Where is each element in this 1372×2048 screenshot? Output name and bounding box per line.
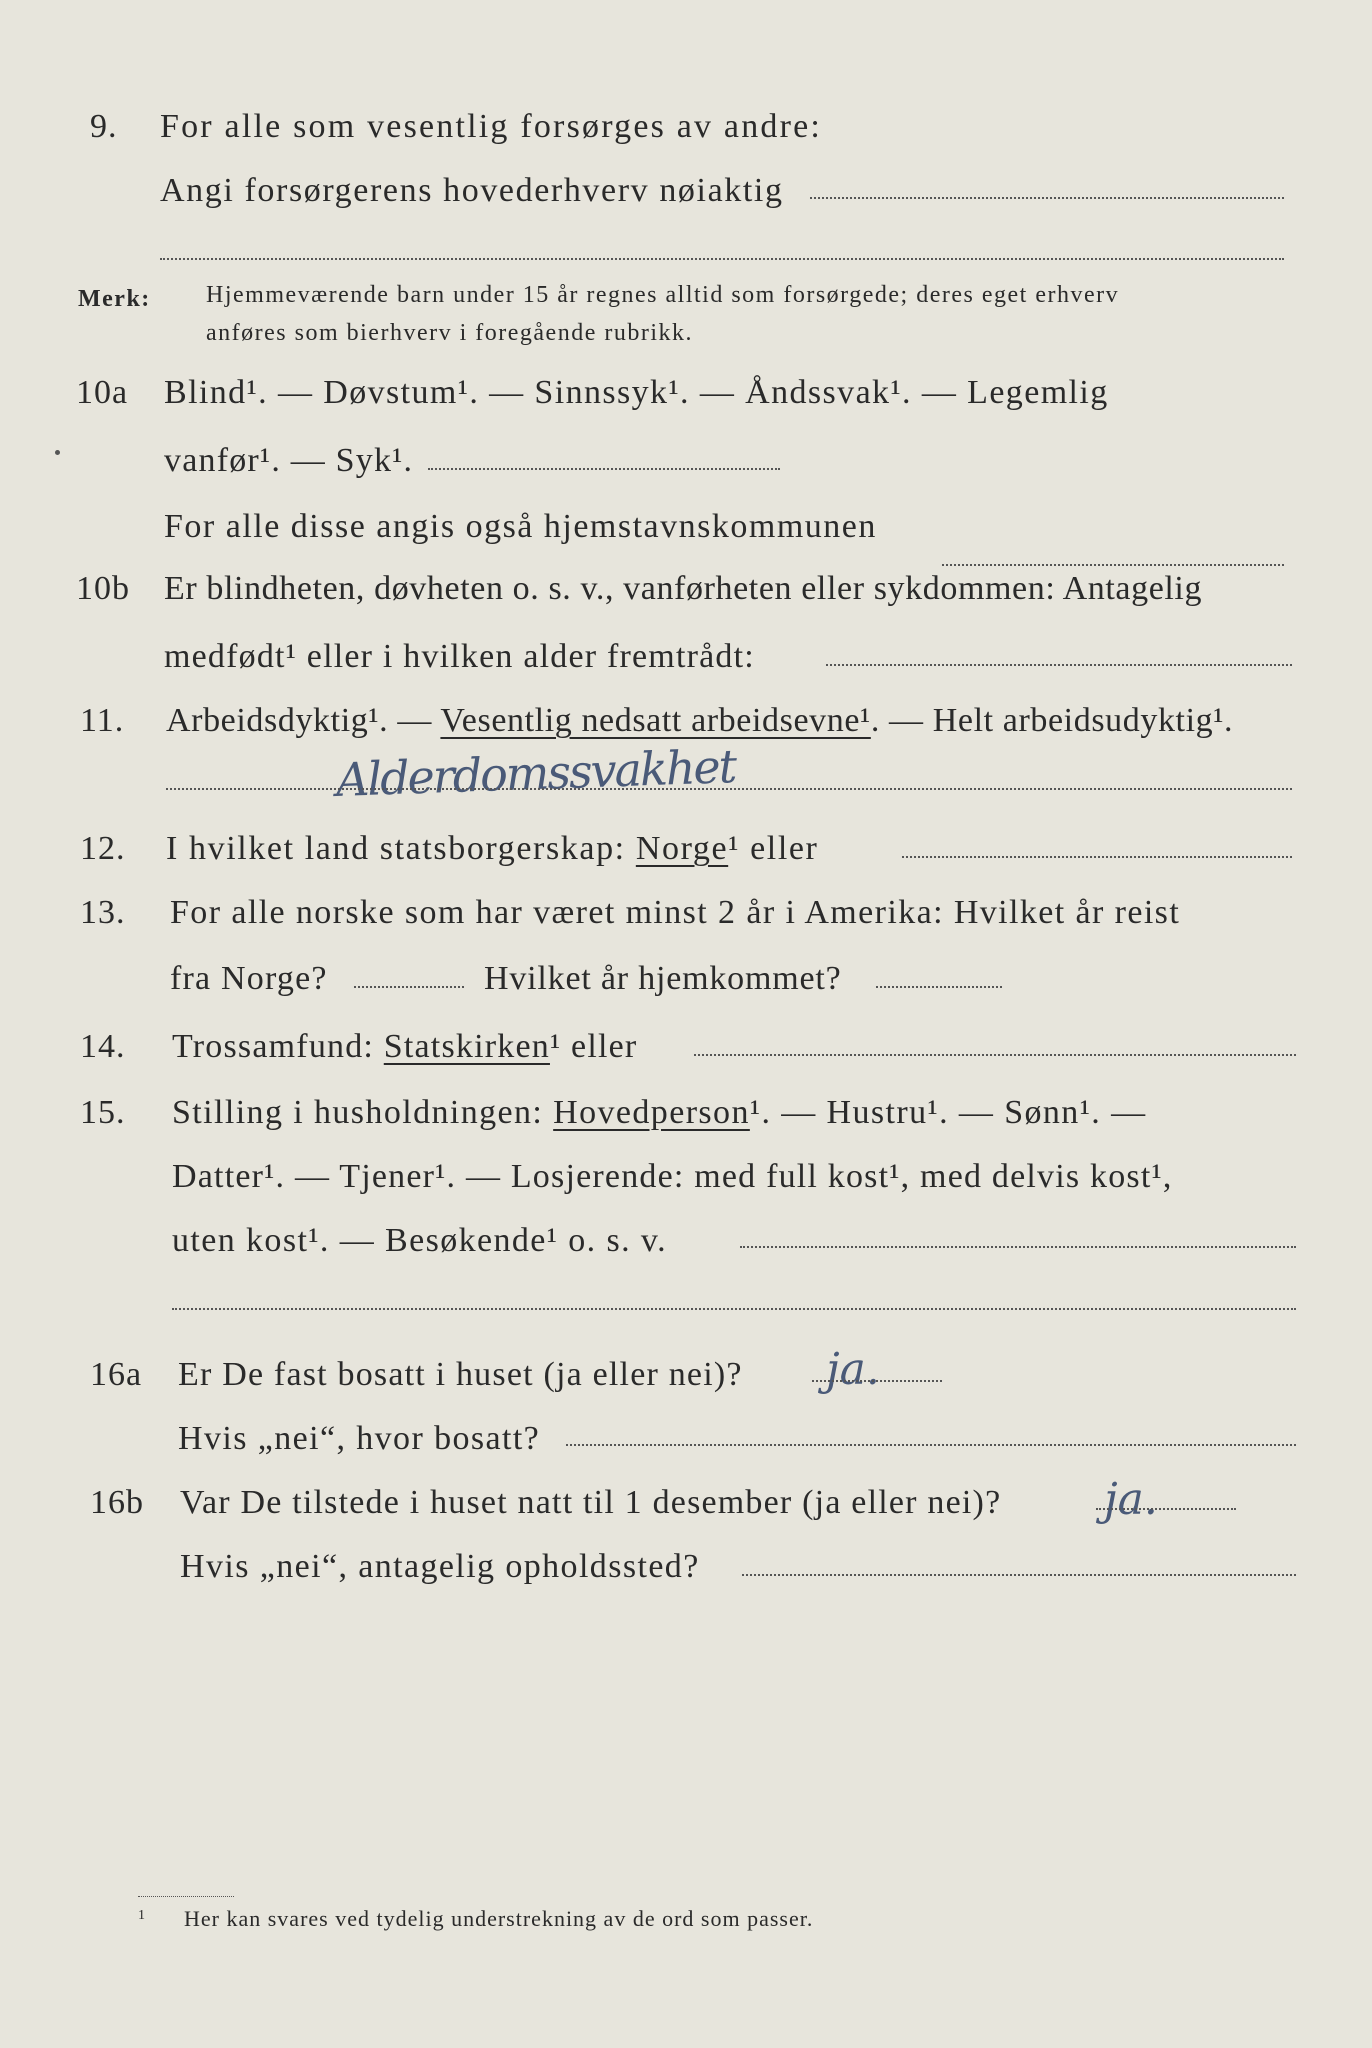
q16b-number: 16b xyxy=(90,1484,144,1521)
q15-line3: uten kost¹. — Besøkende¹ o. s. v. xyxy=(172,1222,668,1259)
q12-line1 xyxy=(166,830,818,868)
q11-answer-line xyxy=(166,788,1292,790)
q16b-handwritten-answer: ja. xyxy=(1104,1474,1158,1525)
q12-question: I hvilket land statsborgerskap: xyxy=(166,830,636,867)
q10a-answer-line-2 xyxy=(942,564,1284,566)
q16a-line1: Er De fast bosatt i huset (ja eller nei)? xyxy=(178,1356,743,1393)
q16b-answer-line xyxy=(1096,1508,1236,1510)
q13-line2b: Hvilket år hjemkommet? xyxy=(484,960,842,997)
q12-norge-underlined: Norge xyxy=(635,830,729,867)
q15-hovedperson-underlined: Hovedperson xyxy=(553,1094,750,1131)
q14-answer-line xyxy=(694,1054,1296,1056)
q15-line1 xyxy=(172,1094,1147,1132)
q11-line1 xyxy=(166,702,1233,740)
q13-line1: For alle norske som har været minst 2 år i Amerika: Hvilket år reist xyxy=(170,894,1181,931)
q10b-line1: Er blindheten, døvheten o. s. v., vanførheten eller sykdommen: Antagelig xyxy=(164,570,1203,607)
q10a-line3: For alle disse angis også hjemstavnskommunen xyxy=(164,508,877,545)
q9-number: 9. xyxy=(90,108,118,145)
q12-answer-line xyxy=(902,856,1292,858)
ink-spot xyxy=(55,450,60,455)
q10a-answer-line xyxy=(428,468,780,470)
q14-statskirken-underlined: Statskirken xyxy=(383,1028,550,1065)
q16b-line2: Hvis „nei“, antagelig opholdssted? xyxy=(180,1548,700,1585)
merk-label: Merk: xyxy=(78,286,151,312)
q13-year-returned-line xyxy=(876,986,1002,988)
merk-line1: Hjemmeværende barn under 15 år regnes alltid som forsørgede; deres eget erhverv xyxy=(206,282,1120,308)
q15-answer-line-2 xyxy=(172,1308,1296,1310)
q9-line2: Angi forsørgerens hovederhverv nøiaktig xyxy=(160,172,784,209)
q12-or: ¹ eller xyxy=(728,830,819,867)
q15-number: 15. xyxy=(80,1094,126,1131)
q12-number: 12. xyxy=(80,830,126,867)
q10b-answer-line xyxy=(826,664,1292,666)
q10a-line2: vanfør¹. — Syk¹. xyxy=(164,442,414,479)
q9-answer-line-2 xyxy=(160,258,1284,260)
merk-line2: anføres som bierhverv i foregående rubrikk. xyxy=(206,320,694,346)
q15-answer-line xyxy=(740,1246,1296,1248)
q16a-handwritten-answer: ja. xyxy=(826,1344,880,1395)
q11-option-reduced-underlined: Vesentlig nedsatt arbeidsevne¹ xyxy=(440,702,871,739)
q13-line2a: fra Norge? xyxy=(170,960,328,997)
q16b-line1: Var De tilstede i huset natt til 1 desember (ja eller nei)? xyxy=(180,1484,1002,1521)
q9-line1: For alle som vesentlig forsørges av andre: xyxy=(160,108,823,145)
q11-option-fit: Arbeidsdyktig¹. — xyxy=(166,702,441,739)
q11-handwritten-answer: Alderdomssvakhet xyxy=(335,739,737,807)
q10a-number: 10a xyxy=(76,374,129,411)
q16a-line2: Hvis „nei“, hvor bosatt? xyxy=(178,1420,541,1457)
q14-number: 14. xyxy=(80,1028,126,1065)
q16b-where-line xyxy=(742,1574,1296,1576)
q13-year-left-line xyxy=(354,986,464,988)
q13-number: 13. xyxy=(80,894,126,931)
q15-options: ¹. — Hustru¹. — Sønn¹. — xyxy=(749,1094,1147,1131)
footnote-rule xyxy=(138,1896,234,1897)
q9-answer-line xyxy=(810,197,1284,199)
q15-line2: Datter¹. — Tjener¹. — Losjerende: med full kost¹, med delvis kost¹, xyxy=(172,1158,1173,1195)
q16a-where-line xyxy=(566,1444,1296,1446)
q15-question: Stilling i husholdningen: xyxy=(172,1094,554,1131)
q16a-number: 16a xyxy=(90,1356,143,1393)
q16a-answer-line xyxy=(812,1380,942,1382)
q14-line1 xyxy=(172,1028,637,1066)
q10b-number: 10b xyxy=(76,570,130,607)
q11-option-unfit: . — Helt arbeidsudyktig¹. xyxy=(870,702,1234,739)
q11-number: 11. xyxy=(80,702,125,739)
q10a-line1: Blind¹. — Døvstum¹. — Sinnssyk¹. — Åndssvak¹. — Legemlig xyxy=(164,374,1109,411)
footnote-text: Her kan svares ved tydelig understrekning av de ord som passer. xyxy=(184,1906,814,1931)
q14-question: Trossamfund: xyxy=(172,1028,384,1065)
q10b-line2: medfødt¹ eller i hvilken alder fremtrådt: xyxy=(164,638,755,675)
footnote-mark: 1 xyxy=(138,1908,146,1923)
q14-or: ¹ eller xyxy=(549,1028,638,1065)
